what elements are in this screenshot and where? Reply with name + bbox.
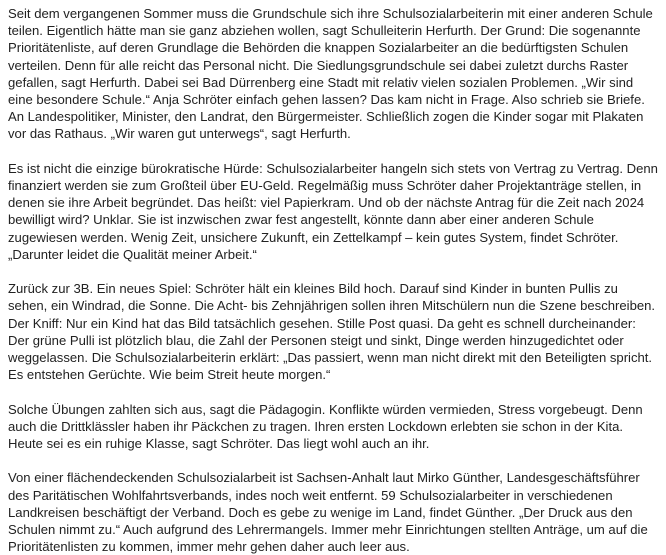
paragraph-class-3b-game: Zurück zur 3B. Ein neues Spiel: Schröter hält ein kleines Bild hoch. Darauf sind Kinder in bunten Pullis zu sehen, ein Windrad, die Sonne. Die Acht- bis Zehnjährigen sollen ihren Mitschülern nun die Szene beschreiben. Der Kniff: Nur ein Kind hat das Bild tatsächlich gesehen. Stille Post quasi. Da geht es schnell durcheinander: Der grüne Pulli ist plötzlich blau, die Zahl der Personen steigt und sinkt, Dinge werden hinzugedichtet oder weggelassen. Die Schulsozialarbeiterin erklärt: „Das passiert, wenn man nicht direkt mit den Beteiligten spricht. Es entstehen Gerüchte. Wie beim Streit heute morgen.“ (8, 281, 656, 383)
paragraph-school-social-worker-shared: Seit dem vergangenen Sommer muss die Grundschule sich ihre Schulsozialarbeiterin mit einer anderen Schule teilen. Eigentlich hätte man sie ganz abziehen wollen, sagt Schulleiterin Herfurth. Der Grund: Die sogenannte Prioritätenliste, auf deren Grundlage die Behörden die knappen Sozialarbeiter an die bedürftigsten Schulen verteilen. Denn für alle reicht das Personal nicht. Die Siedlungsgrundschule sei dabei zuletzt durchs Raster gefallen, sagt Herfurth. Dabei sei Bad Dürrenberg eine Stadt mit relativ vielen sozialen Problemen. „Wir sind eine besondere Schule.“ Anja Schröter einfach gehen lassen? Das kam nicht in Frage. Also schrieb sie Briefe. An Landespolitiker, Minister, den Landrat, den Bürgermeister. Schließlich zogen die Kinder sogar mit Plakaten vor das Rathaus. „Wir waren gut unterwegs“, sagt Herfurth. (8, 6, 653, 142)
paragraph-saxony-anhalt-coverage: Von einer flächendeckenden Schulsozialarbeit ist Sachsen-Anhalt laut Mirko Günther, Landesgeschäftsführer des Paritätischen Wohlfahrtsverbands, indes noch weit entfernt. 59 Schulsozialarbeiter in verschiedenen Landkreisen beschäftigt der Verband. Doch es gebe zu wenige im Land, findet Günther. „Der Druck aus den Schulen nimmt zu.“ Auch aufgrund des Lehrermangels. Immer mehr Einrichtungen stellten Anträge, um auf die Prioritätenlisten zu kommen, immer mehr gehen daher auch leer aus. (8, 470, 648, 555)
paragraph-bureaucratic-hurdle: Es ist nicht die einzige bürokratische Hürde: Schulsozialarbeiter hangeln sich stets von Vertrag zu Vertrag. Denn finanziert werden sie zum Großteil über EU-Geld. Regelmäßig muss Schröter daher Projektanträge stellen, in denen sie ihre Arbeit begründet. Das heißt: viel Papierkram. Und ob der nächste Antrag für die Zeit nach 2024 bewilligt wird? Unklar. Sie ist inzwischen zwar fest angestellt, könnte dann aber einer anderen Schule zugewiesen werden. Wenig Zeit, unsichere Zukunft, ein Zettelkampf – kein gutes System, findet Schröter. „Darunter leidet die Qualität meiner Arbeit.“ (8, 160, 658, 262)
paragraph-exercises-pay-off: Solche Übungen zahlten sich aus, sagt die Pädagogin. Konflikte würden vermieden, Stress vorgebeugt. Denn auch die Drittklässler haben ihr Päckchen zu tragen. Ihren ersten Lockdown erlebten sie schon in der Kita. Heute sei es ein ruhige Klasse, sagt Schröter. Das liegt wohl auch an ihr. (8, 401, 643, 452)
